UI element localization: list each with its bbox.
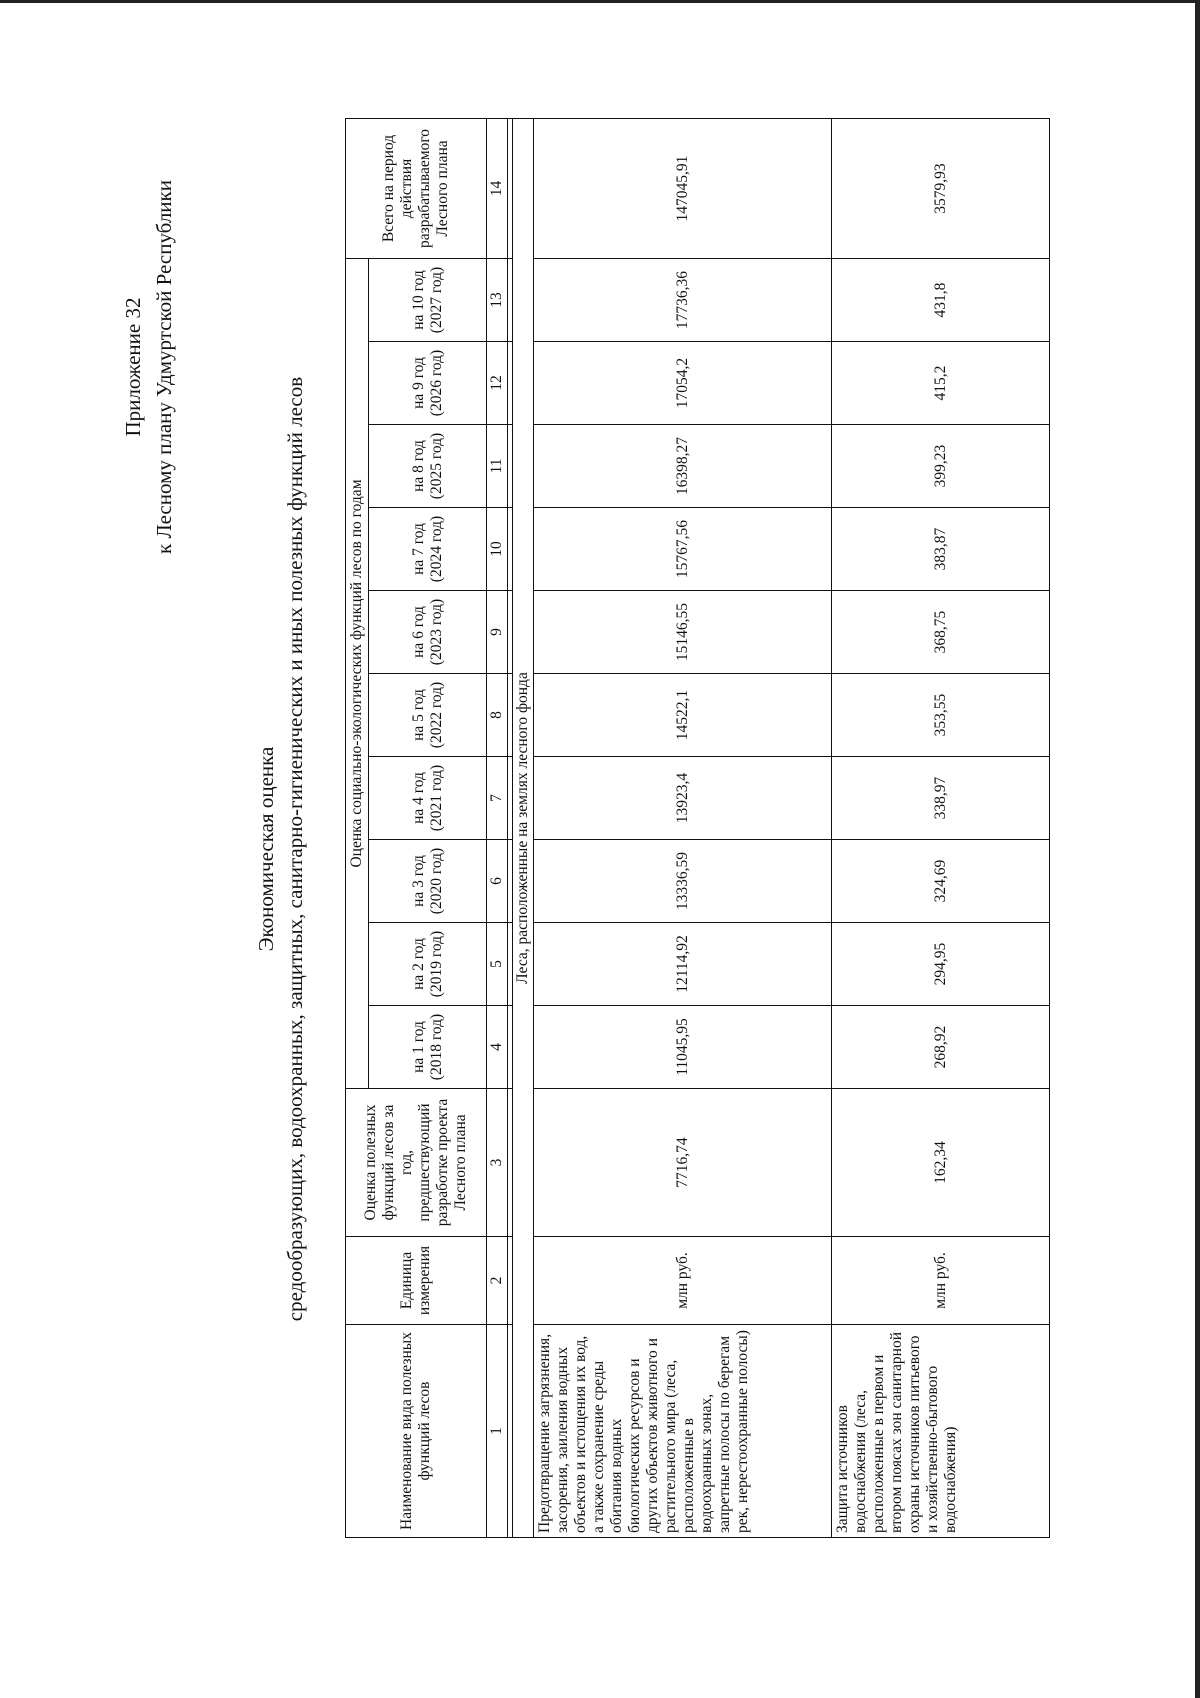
header-year-10: на 10 год (2027 год) bbox=[369, 259, 487, 342]
section-row bbox=[513, 119, 534, 1538]
column-number: 9 bbox=[487, 591, 508, 674]
column-number: 12 bbox=[487, 342, 508, 425]
row-unit: млн руб. bbox=[534, 1237, 832, 1325]
column-number: 10 bbox=[487, 508, 508, 591]
row-total-value: 3579,93 bbox=[832, 119, 1050, 259]
forest-functions-table bbox=[345, 118, 1050, 1538]
row-year-value: 294,95 bbox=[832, 923, 1050, 1006]
row-year-value: 12114,92 bbox=[534, 923, 832, 1006]
section-title: Леса, расположенные на землях лесного фонда bbox=[513, 119, 534, 1538]
row-year-value: 17736,36 bbox=[534, 259, 832, 342]
row-prior-value: 7716,74 bbox=[534, 1089, 832, 1237]
column-number: 4 bbox=[487, 1006, 508, 1089]
row-year-value: 431,8 bbox=[832, 259, 1050, 342]
row-year-value: 399,23 bbox=[832, 425, 1050, 508]
row-year-value: 13923,4 bbox=[534, 757, 832, 840]
header-prior: Оценка полезных функций лесов за год, предшествующий разработке проекта Лесного плана bbox=[346, 1089, 487, 1237]
header-unit: Единица измерения bbox=[346, 1237, 487, 1325]
header-year-6: на 6 год (2023 год) bbox=[369, 591, 487, 674]
column-number: 8 bbox=[487, 674, 508, 757]
row-year-value: 17054,2 bbox=[534, 342, 832, 425]
column-numbers-row bbox=[487, 119, 508, 1538]
header-year-8: на 8 год (2025 год) bbox=[369, 425, 487, 508]
header-year-4: на 4 год (2021 год) bbox=[369, 757, 487, 840]
column-number: 3 bbox=[487, 1089, 508, 1237]
column-number: 11 bbox=[487, 425, 508, 508]
column-number: 14 bbox=[487, 119, 508, 259]
header-year-9: на 9 год (2026 год) bbox=[369, 342, 487, 425]
header-row-1 bbox=[346, 119, 369, 1538]
row-year-value: 11045,95 bbox=[534, 1006, 832, 1089]
row-prior-value: 162,34 bbox=[832, 1089, 1050, 1237]
column-number: 2 bbox=[487, 1237, 508, 1325]
row-year-value: 415,2 bbox=[832, 342, 1050, 425]
header-total: Всего на период действия разрабатываемого Лесного плана bbox=[346, 119, 487, 259]
header-year-7: на 7 год (2024 год) bbox=[369, 508, 487, 591]
header-year-1: на 1 год (2018 год) bbox=[369, 1006, 487, 1089]
column-number: 6 bbox=[487, 840, 508, 923]
column-number: 13 bbox=[487, 259, 508, 342]
row-total-value: 147045,91 bbox=[534, 119, 832, 259]
title-line-2: средообразующих, водоохранных, защитных, санитарно-гигиенических и иных полезных функций лесов bbox=[283, 376, 307, 1322]
row-unit: млн руб. bbox=[832, 1237, 1050, 1325]
header-year-3: на 3 год (2020 год) bbox=[369, 840, 487, 923]
row-function-name: Защита источников водоснабжения (леса, расположенные в первом и втором поясах зон санитарной охраны источников питьевого и хозяйственно-бытового водоснабжения) bbox=[832, 1325, 1050, 1538]
row-year-value: 15146,55 bbox=[534, 591, 832, 674]
row-year-value: 368,75 bbox=[832, 591, 1050, 674]
header-name: Наименование вида полезных функций лесов bbox=[346, 1325, 487, 1538]
row-year-value: 383,87 bbox=[832, 508, 1050, 591]
appendix-number: Приложение 32 bbox=[121, 297, 145, 437]
row-year-value: 338,97 bbox=[832, 757, 1050, 840]
row-year-value: 16398,27 bbox=[534, 425, 832, 508]
appendix-header bbox=[118, 180, 180, 554]
header-year-5: на 5 год (2022 год) bbox=[369, 674, 487, 757]
header-year-2: на 2 год (2019 год) bbox=[369, 923, 487, 1006]
row-function-name: Предотвращение загрязнения, засорения, заиления водных объектов и истощения их вод, а также сохранение среды обитания водных биологических ресурсов и других объектов животного и растительного мира (леса, расположенные в водоохранных зонах, запретные полосы по берегам рек, нерестоохранные полосы) bbox=[534, 1325, 832, 1538]
title-line-1: Экономическая оценка bbox=[254, 746, 278, 952]
row-year-value: 268,92 bbox=[832, 1006, 1050, 1089]
table-row bbox=[832, 119, 1050, 1538]
row-year-value: 13336,59 bbox=[534, 840, 832, 923]
row-year-value: 324,69 bbox=[832, 840, 1050, 923]
column-number: 1 bbox=[487, 1325, 508, 1538]
header-years-group: Оценка социально-экологических функций лесов по годам bbox=[346, 259, 369, 1089]
column-number: 7 bbox=[487, 757, 508, 840]
document-title bbox=[252, 0, 310, 1698]
appendix-reference: к Лесному плану Удмуртской Республики bbox=[152, 180, 176, 554]
row-year-value: 353,55 bbox=[832, 674, 1050, 757]
row-year-value: 14522,1 bbox=[534, 674, 832, 757]
row-year-value: 15767,56 bbox=[534, 508, 832, 591]
column-number: 5 bbox=[487, 923, 508, 1006]
table-row bbox=[534, 119, 832, 1538]
